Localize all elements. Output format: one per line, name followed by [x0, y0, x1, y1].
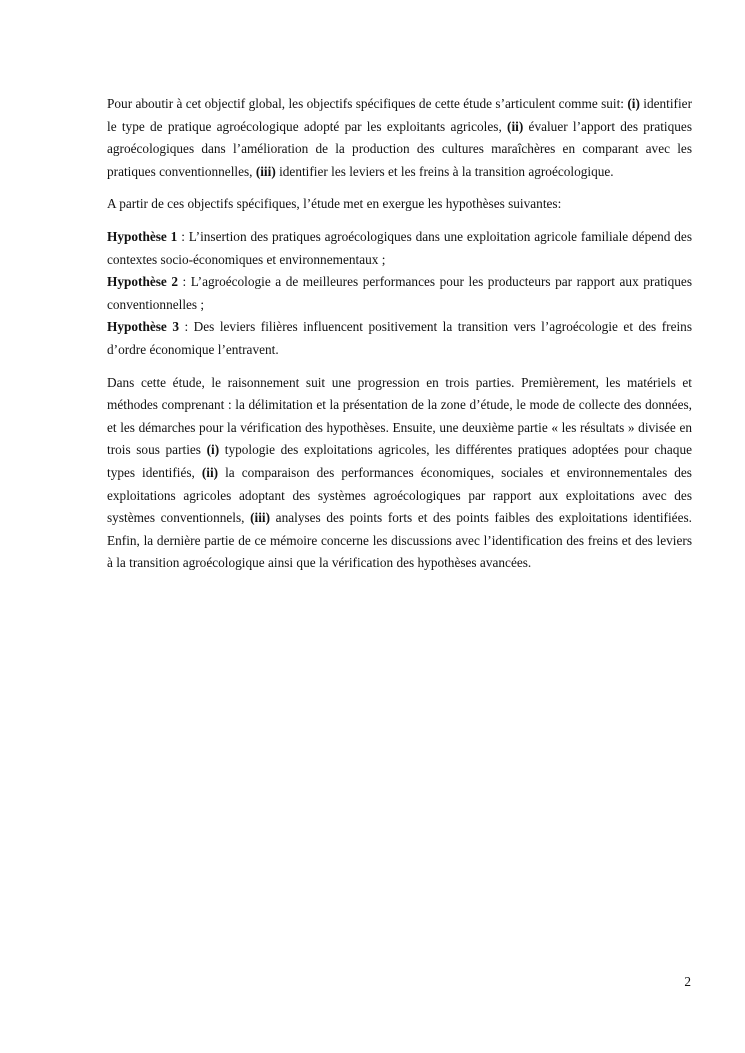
objective-text-3: identifier les leviers et les freins à la transition agroécologique. — [275, 163, 614, 179]
objective-marker-3: (iii) — [255, 163, 276, 179]
page-number: 2 — [684, 974, 691, 989]
objectives-paragraph — [107, 93, 692, 183]
structure-text-4: analyses des points forts et des points faibles des exploitations identifiées. Enfin, la dernière partie de ce mémoire concerne les discussions avec l’identification des freins et des leviers à la transition agroécologique ainsi que la vérification des hypothèses avancées. — [107, 510, 692, 571]
hypotheses-list — [107, 226, 692, 362]
objective-marker-2: (ii) — [507, 118, 524, 134]
hypothesis-1-text: : L’insertion des pratiques agroécologiques dans une exploitation agricole familiale dépend des contextes socio-économiques et environnementaux ; — [107, 228, 692, 267]
structure-paragraph — [107, 372, 692, 575]
hypothesis-3-text: : Des leviers filières influencent positivement la transition vers l’agroécologie et des freins d’ordre économique l’entravent. — [107, 319, 693, 357]
structure-text-1: Dans cette étude, le raisonnement suit une progression en trois parties. Premièrement, les matériels et méthodes comprenant : la délimitation et la présentation de la zone d’étude, le mode de collecte des données, et les démarches pour la vérification des hypothèses. Ensuite, une deuxième partie « les résultats » divisée en trois sous parties — [107, 374, 692, 458]
hypothesis-1-label: Hypothèse 1 — [107, 228, 178, 244]
objectives-intro: Pour aboutir à cet objectif global, les objectifs spécifiques de cette étude s’articulent comme suit: — [107, 96, 628, 111]
hypothesis-1 — [107, 226, 692, 271]
document-page — [107, 93, 692, 585]
hypotheses-intro-paragraph: A partir de ces objectifs spécifiques, l’étude met en exergue les hypothèses suivantes: — [107, 196, 562, 212]
objective-text-1: identifier le type de pratique agroécologique adopté par les exploitants agricoles, — [107, 96, 692, 134]
structure-text-3: la comparaison des performances économiques, sociales et environnementales des exploitations agricoles adoptant des systèmes agroécologiques par rapport aux exploitations avec des systèmes conventionnels, — [107, 464, 692, 526]
hypothesis-2 — [107, 271, 692, 316]
structure-marker-1: (i) — [206, 442, 220, 458]
objective-text-2: évaluer l’apport des pratiques agroécologiques dans l’amélioration de la production des cultures maraîchères en comparant avec les pratiques conventionnelles, — [107, 118, 693, 179]
hypothesis-2-label: Hypothèse 2 — [107, 274, 179, 290]
structure-marker-3: (iii) — [250, 510, 271, 526]
hypothesis-3-label: Hypothèse 3 — [107, 319, 179, 335]
structure-marker-2: (ii) — [201, 464, 219, 480]
objective-marker-1: (i) — [627, 96, 640, 111]
hypothesis-3 — [107, 316, 692, 361]
structure-text-2: typologie des exploitations agricoles, les différentes pratiques adoptées pour chaque types identifiés, — [107, 442, 692, 480]
hypothesis-2-text: : L’agroécologie a de meilleures performances pour les producteurs par rapport aux pratiques conventionnelles ; — [107, 274, 692, 312]
